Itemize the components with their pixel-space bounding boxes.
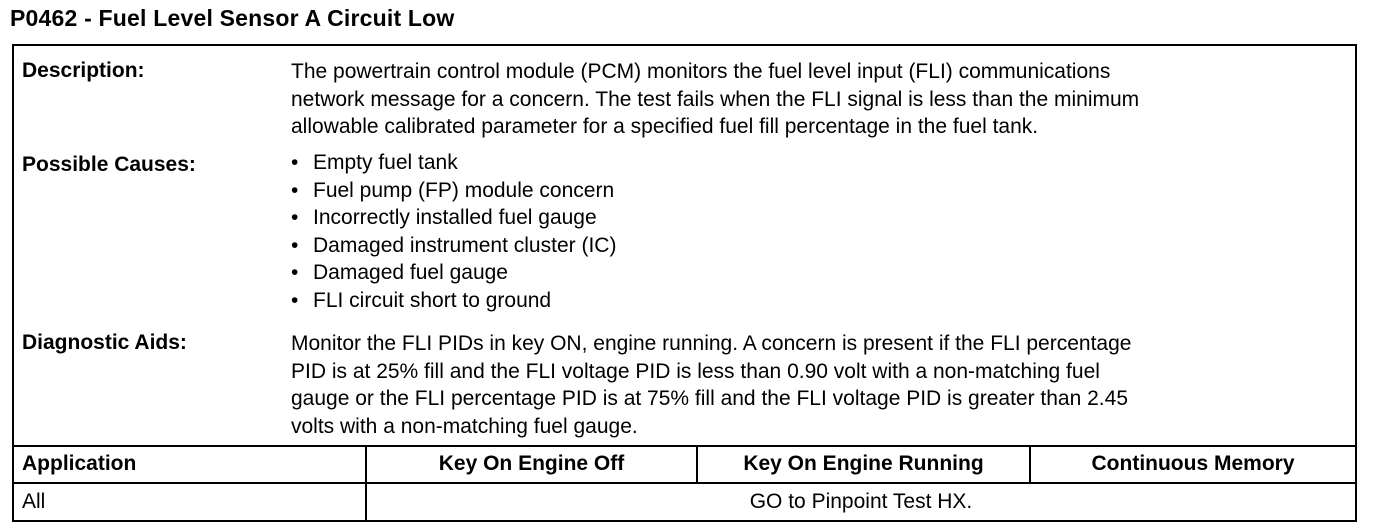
cause-text: Fuel pump (FP) module concern [313,178,615,202]
description-line: allowable calibrated parameter for a specified fuel fill percentage in the fuel tank. [291,115,1039,138]
cause-text: Damaged instrument cluster (IC) [313,233,617,257]
bullet-icon: • [291,261,299,285]
table-divider [14,482,1355,484]
list-item [291,149,616,177]
cause-text: Damaged fuel gauge [313,261,508,285]
bullet-icon: • [291,288,299,312]
diagnostic-aids-line: Monitor the FLI PIDs in key ON, engine running. A concern is present if the FLI percentage [291,332,1132,355]
list-item [291,259,616,287]
list-item [291,287,616,315]
header-continuous-memory: Continuous Memory [1091,452,1295,475]
bullet-icon: • [291,178,299,202]
header-key-on-engine-off: Key On Engine Off [438,452,625,475]
list-item [291,204,616,232]
description-label: Description: [22,59,145,82]
possible-causes-list [291,149,616,315]
cause-text: Empty fuel tank [313,151,458,174]
table-divider [14,445,1355,447]
description-line: The powertrain control module (PCM) monitors the fuel level input (FLI) communications [291,60,1111,83]
diagnostic-aids-text [291,330,1131,440]
page-title: P0462 - Fuel Level Sensor A Circuit Low [10,5,455,31]
bullet-icon: • [291,151,299,174]
diagnostic-aids-label: Diagnostic Aids: [22,331,187,354]
diagnostic-aids-line: PID is at 25% fill and the FLI voltage PID is less than 0.90 volt with a non-matching fuel [291,359,1100,383]
application-table [14,445,1355,520]
possible-causes-label: Possible Causes: [22,153,196,176]
cause-text: FLI circuit short to ground [313,288,552,312]
cause-text: Incorrectly installed fuel gauge [313,206,597,230]
list-item [291,177,616,205]
description-line: network message for a concern. The test fails when the FLI signal is less than the minimum [291,87,1140,111]
bullet-icon: • [291,206,299,230]
list-item [291,232,616,260]
bullet-icon: • [291,233,299,257]
dtc-info-box [12,44,1357,522]
diagnostic-aids-line: volts with a non-matching fuel gauge. [291,414,638,438]
description-text [291,58,1139,141]
header-key-on-engine-running: Key On Engine Running [743,452,984,475]
header-application: Application [22,452,137,475]
diagnostic-aids-line: gauge or the FLI percentage PID is at 75% fill and the FLI voltage PID is greater than 2.45 [291,387,1128,410]
cell-application: All [22,490,46,513]
cell-action: GO to Pinpoint Test HX. [749,490,973,513]
